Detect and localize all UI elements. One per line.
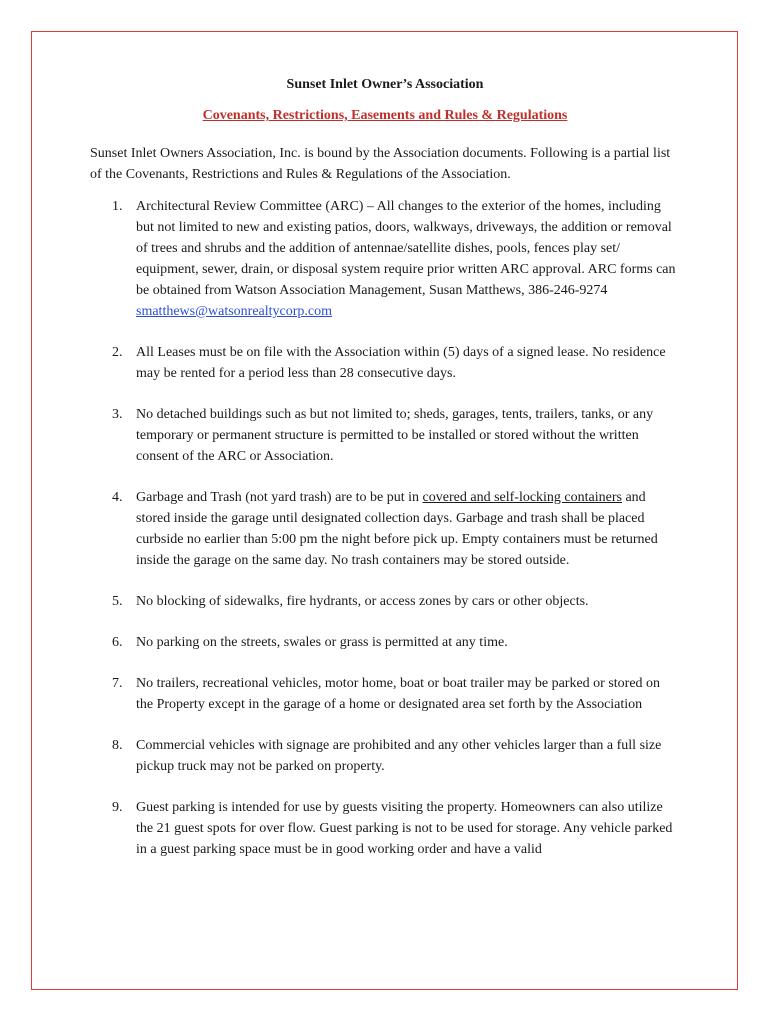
rule-item-2 bbox=[0, 342, 770, 384]
rule-number: 7. bbox=[112, 676, 123, 691]
rule-item-9 bbox=[0, 797, 770, 860]
rule-text-after: and stored inside the garage until designated collection days. Garbage and trash shall be placed curbside no earlier than 5:00 pm the night before pick up. Empty containers must be returned inside the garage on the same day. No trash containers may be stored outside. bbox=[136, 490, 658, 568]
rule-text: All Leases must be on file with the Association within (5) days of a signed lease. No residence may be rented for a period less than 28 consecutive days. bbox=[136, 345, 666, 381]
rule-item-7 bbox=[0, 673, 770, 715]
rule-item-6 bbox=[0, 632, 770, 653]
rule-text: No parking on the streets, swales or grass is permitted at any time. bbox=[136, 635, 508, 650]
email-link[interactable]: smatthews@watsonrealtycorp.com bbox=[136, 304, 333, 319]
rule-text-body: Architectural Review Committee (ARC) – All changes to the exterior of the homes, including but not limited to new and existing patios, doors, walkways, driveways, the addition or removal of trees and shrubs and the addition of antennae/satellite dishes, pools, fences play set/ equipment, sewer, drain, or disposal system require prior written ARC approval. ARC forms can be obtained from Watson Association Management, Susan Matthews, 386-246-9274 bbox=[136, 199, 676, 298]
rule-number: 3. bbox=[112, 407, 123, 422]
rule-text: Guest parking is intended for use by guests visiting the property. Homeowners can also utilize the 21 guest spots for over flow. Guest parking is not to be used for storage. Any vehicle parked in a guest parking space must be in good working order and have a valid bbox=[136, 800, 673, 857]
rule-text-before: Garbage and Trash (not yard trash) are to be put in bbox=[136, 490, 423, 505]
rule-text bbox=[136, 196, 676, 322]
rule-item-8 bbox=[0, 735, 770, 777]
rule-text: No detached buildings such as but not limited to; sheds, garages, tents, trailers, tanks, or any temporary or permanent structure is permitted to be installed or stored without the written consent of the ARC or Association. bbox=[136, 407, 654, 464]
rule-text bbox=[136, 487, 676, 571]
rule-item-3 bbox=[0, 404, 770, 467]
rule-item-4 bbox=[0, 487, 770, 571]
rule-text: No trailers, recreational vehicles, motor home, boat or boat trailer may be parked or stored on the Property except in the garage of a home or designated area set forth by the Association bbox=[136, 676, 661, 712]
rule-number: 2. bbox=[112, 345, 123, 360]
rule-number: 4. bbox=[112, 490, 123, 505]
intro-paragraph: Sunset Inlet Owners Association, Inc. is bound by the Association documents. Following is a partial list of the Covenants, Restrictions and Rules & Regulations of the Association. bbox=[90, 146, 671, 182]
rule-number: 5. bbox=[112, 594, 123, 609]
rule-text-underlined: covered and self-locking containers bbox=[422, 490, 622, 505]
rule-number: 9. bbox=[112, 800, 123, 815]
rule-number: 1. bbox=[112, 199, 123, 214]
document-title: Sunset Inlet Owner’s Association bbox=[286, 77, 484, 92]
document-subtitle: Covenants, Restrictions, Easements and Rules & Regulations bbox=[202, 108, 568, 123]
rule-text: Commercial vehicles with signage are prohibited and any other vehicles larger than a full size pickup truck may not be parked on property. bbox=[136, 738, 662, 774]
rule-item-5 bbox=[0, 591, 770, 612]
rule-number: 6. bbox=[112, 635, 123, 650]
rule-text: No blocking of sidewalks, fire hydrants, or access zones by cars or other objects. bbox=[136, 594, 589, 609]
rule-number: 8. bbox=[112, 738, 123, 753]
rule-item-1 bbox=[0, 196, 770, 322]
rules-list bbox=[0, 196, 770, 880]
